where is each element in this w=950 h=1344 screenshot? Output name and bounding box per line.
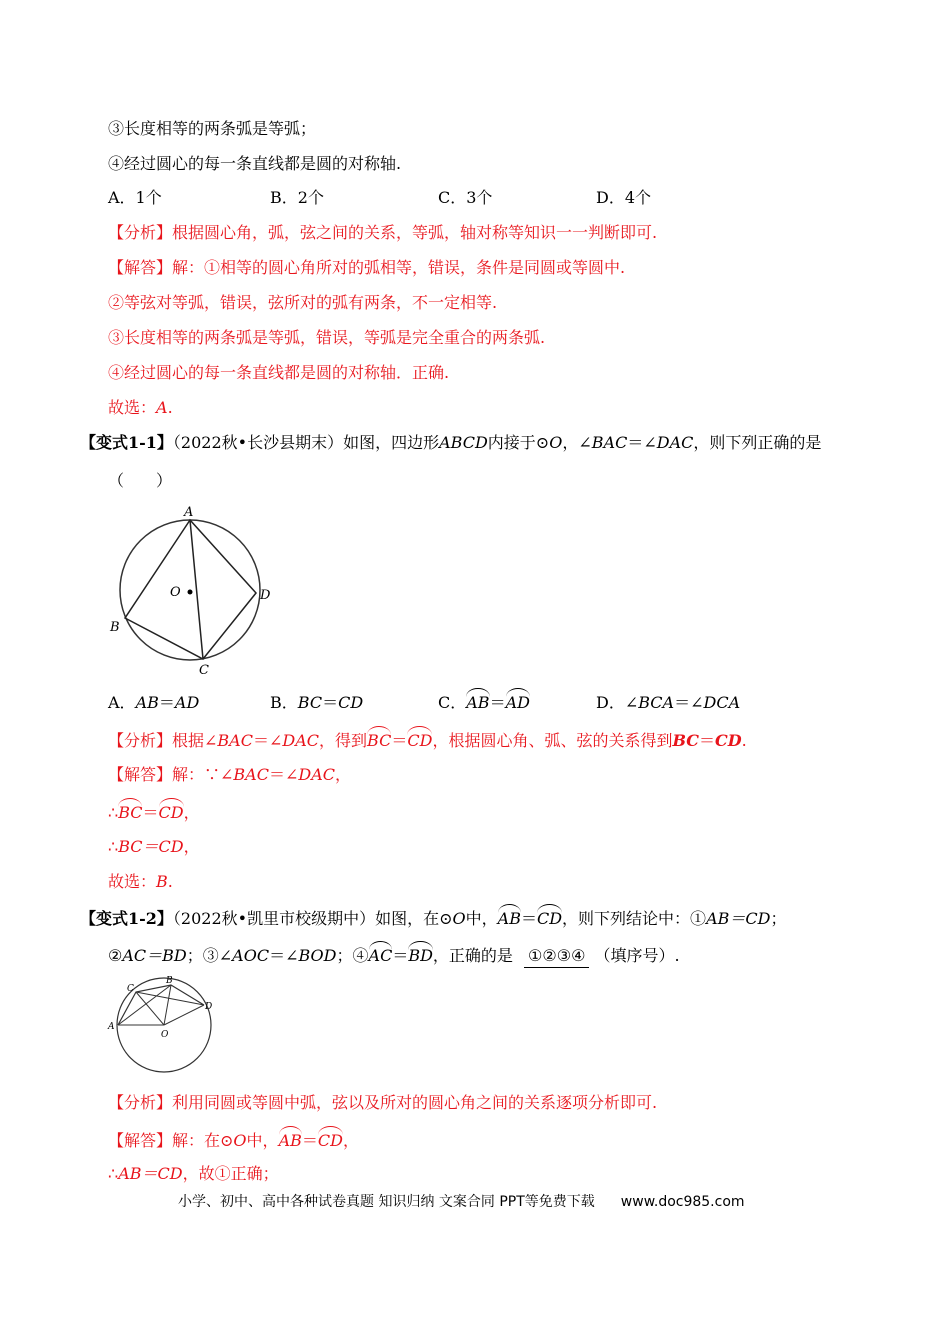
v11-option-c-arc-ad: AD	[506, 688, 530, 714]
v11-label-b: B	[110, 620, 120, 635]
v12-label-c: C	[127, 984, 134, 994]
v11-analysis-dac: DAC	[282, 731, 320, 750]
v12-analysis: 【分析】利用同圆或等圆中弧，弦以及所对的圆心角之间的关系逐项分析即可.	[108, 1093, 658, 1112]
v11-sep: ，∠	[562, 433, 592, 452]
v11-analysis-p1: 【分析】根据∠	[108, 731, 218, 750]
v11-label-d: D	[260, 588, 271, 603]
v11-analysis-p6: ＝	[699, 731, 716, 750]
v11-answer-p2: .	[167, 872, 173, 891]
q1-item-3: ③长度相等的两条弧是等弧；	[108, 119, 317, 138]
v11-option-c-eq: ＝	[489, 693, 506, 712]
v11-label-o: O	[170, 585, 181, 600]
v12-l2-3: ＝∠	[269, 946, 299, 965]
q1-item-4: ④经过圆心的每一条直线都是圆的对称轴.	[108, 154, 402, 173]
v12-solution-2	[108, 1163, 279, 1185]
v12-solution-1	[108, 1126, 359, 1152]
v11-sol3-text: BC＝CD	[118, 837, 184, 856]
v11-analysis	[108, 726, 747, 752]
v12-zhong: 中，	[465, 909, 498, 928]
v12-l2-1: ②	[108, 946, 123, 965]
v11-circle-o: O	[549, 433, 563, 452]
q1-answer-prefix: 故选：	[108, 398, 157, 417]
v11-answer	[108, 871, 173, 893]
v11-option-a-letter: A．	[108, 693, 136, 712]
v11-option-c	[438, 688, 530, 714]
v12-arc-ab: AB	[498, 904, 521, 930]
v12-l2-2: ；③∠	[186, 946, 233, 965]
v11-analysis-cd: CD	[715, 731, 742, 750]
q1-analysis: 【分析】根据圆心角，弧，弦之间的关系，等弧，轴对称等知识一一判断即可.	[108, 223, 658, 242]
v11-sol2-p1: ∴	[108, 803, 119, 822]
v12-sol1-o: O	[233, 1131, 247, 1150]
v11-diagonal-ac	[190, 520, 203, 659]
v11-option-d-eq: ＝∠	[674, 693, 704, 712]
v11-eq: ＝∠	[627, 433, 657, 452]
q1-solution-2: ②等弦对等弧，错误，弦所对的弧有两条，不一定相等.	[108, 293, 498, 312]
v12-sol1-arc-cd: CD	[318, 1126, 343, 1152]
v12-source: （2022秋•凯里市校级期中）如图，在⊙	[172, 909, 453, 928]
v11-label-c: C	[199, 663, 209, 678]
v11-solution-3	[108, 836, 200, 858]
v11-option-a	[108, 692, 199, 714]
v11-quad: ABCD	[439, 433, 488, 452]
v12-question-line1	[80, 904, 786, 930]
v12-semi: ；	[770, 909, 787, 928]
v12-answer-blank: ①②③④	[524, 945, 589, 968]
q1-solution-3: ③长度相等的两条弧是等弧，错误，等弧是完全重合的两条弧.	[108, 328, 546, 347]
v12-sol2-p2: ，故①正确；	[182, 1164, 279, 1183]
v11-options	[108, 692, 868, 718]
v11-tail: ，则下列正确的是	[693, 433, 822, 452]
v12-l2-5: ，正确的是	[432, 946, 513, 965]
v12-eq-2: ＝	[392, 946, 409, 965]
v11-analysis-p5: ，根据圆心角、弧、弦的关系得到	[432, 731, 673, 750]
v11-label: 【变式1-1】	[80, 433, 173, 452]
v12-angle-bod: BOD	[298, 946, 337, 965]
v12-arc-bd: BD	[408, 941, 433, 967]
v11-option-a-rhs: AD	[174, 693, 200, 712]
v11-paren: （ ）	[108, 471, 173, 490]
v11-option-d	[596, 692, 740, 714]
v11-option-b-rhs: CD	[338, 693, 364, 712]
v11-answer-p1: 故选：	[108, 872, 157, 891]
v11-sol3-p2: ，	[183, 837, 200, 856]
v12-arc-ac: AC	[369, 941, 393, 967]
v11-quadrilateral	[125, 520, 256, 659]
page-footer	[178, 1192, 745, 1212]
v11-solution-1	[108, 764, 351, 786]
q1-solution-4: ④经过圆心的每一条直线都是圆的对称轴．正确.	[108, 363, 450, 382]
v11-option-b-lhs: BC	[297, 693, 323, 712]
v11-sol2-arc-cd: CD	[159, 798, 184, 824]
v12-angle-aoc: AOC	[232, 946, 270, 965]
q1-solution-1: 【解答】解：①相等的圆心角所对的弧相等，错误，条件是同圆或等圆中.	[108, 258, 626, 277]
v11-source: （2022秋•长沙县期末）如图，四边形	[172, 433, 440, 452]
v11-solution-2	[108, 798, 200, 824]
v11-option-b-letter: B．	[270, 693, 298, 712]
v11-analysis-p3: ，得到	[319, 731, 368, 750]
v12-segment-bo	[164, 985, 171, 1025]
v11-angle-bac: BAC	[591, 433, 628, 452]
footer-url[interactable]: www.doc985.com	[620, 1194, 745, 1210]
v11-option-d-letter: D．∠	[596, 693, 639, 712]
v12-label-a: A	[108, 1022, 115, 1032]
q1-answer-letter: A	[156, 398, 168, 417]
v12-label-o: O	[161, 1030, 169, 1040]
v12-segment-ab	[118, 985, 171, 1025]
v12-eq: ＝	[520, 909, 537, 928]
v12-question-line2	[108, 941, 680, 968]
v11-sol2-p3: ，	[183, 803, 200, 822]
q1-option-c: C．3个	[438, 188, 493, 207]
q1-option-b: B．2个	[270, 188, 324, 207]
footer-text: 小学、初中、高中各种试卷真题 知识归纳 文案合同 PPT等免费下载	[178, 1194, 595, 1210]
v11-inscribed: 内接于⊙	[487, 433, 550, 452]
v11-option-b-eq: ＝	[322, 693, 339, 712]
v12-tail: ，则下列结论中：①	[562, 909, 707, 928]
q1-option-a: A．1个	[108, 188, 162, 207]
v12-segment-do	[164, 1005, 204, 1025]
v11-option-b	[270, 692, 363, 714]
v12-arc-cd: CD	[537, 904, 562, 930]
v11-answer-letter: B	[156, 872, 168, 891]
v11-option-a-lhs: AB	[135, 693, 159, 712]
v12-figure	[102, 972, 222, 1074]
v11-figure	[104, 500, 284, 680]
v12-label-b: B	[166, 976, 173, 986]
v12-label-d: D	[205, 1002, 213, 1012]
q1-answer-suffix: .	[167, 398, 173, 417]
v12-conclusion-2: AC＝BD	[122, 946, 187, 965]
v12-l2-4: ；④	[336, 946, 369, 965]
v11-sol1-bac: BAC	[233, 765, 269, 784]
v11-question	[80, 432, 821, 454]
v11-sol1-dac: DAC	[298, 765, 336, 784]
v11-sol1-p2: ＝∠	[268, 765, 299, 784]
v11-analysis-bc: BC	[672, 731, 700, 750]
v12-sol1-p3: ＝	[301, 1131, 318, 1150]
v11-analysis-p7: .	[741, 731, 747, 750]
v12-sol1-p1: 【解答】解：在⊙	[108, 1131, 234, 1150]
v11-analysis-p2: ＝∠	[252, 731, 283, 750]
v12-sol1-p2: 中，	[246, 1131, 279, 1150]
q1-answer	[108, 397, 173, 419]
q1-option-d: D．4个	[596, 188, 652, 207]
v11-sol2-p2: ＝	[142, 803, 159, 822]
v11-option-a-eq: ＝	[158, 693, 175, 712]
v11-analysis-bac: BAC	[217, 731, 253, 750]
v11-angle-dac: DAC	[656, 433, 694, 452]
v11-option-d-lhs: BCA	[638, 693, 675, 712]
v11-option-c-arc-ab: AB	[466, 688, 489, 714]
v12-conclusion-1: AB＝CD	[706, 909, 771, 928]
v11-analysis-p4: ＝	[391, 731, 408, 750]
v11-analysis-arc-bc: BC	[367, 726, 391, 752]
v11-label-a: A	[184, 505, 194, 520]
v11-option-c-letter: C．	[438, 693, 467, 712]
v11-sol1-p3: ，	[335, 765, 352, 784]
v12-sol2-text: AB＝CD	[118, 1164, 183, 1183]
v11-sol1-p1: 【解答】解：∵∠	[108, 765, 234, 784]
v11-sol3-p1: ∴	[108, 837, 119, 856]
v12-sol2-p1: ∴	[108, 1164, 119, 1183]
v12-sol1-arc-ab: AB	[279, 1126, 302, 1152]
v12-circle-o: O	[452, 909, 466, 928]
v12-l2-6: （填序号）.	[594, 946, 680, 965]
v11-option-d-rhs: DCA	[703, 693, 741, 712]
v12-label: 【变式1-2】	[80, 909, 173, 928]
v12-sol1-p4: ，	[342, 1131, 359, 1150]
v11-center-dot	[188, 590, 193, 595]
v11-analysis-arc-cd: CD	[407, 726, 432, 752]
v11-sol2-arc-bc: BC	[118, 798, 142, 824]
